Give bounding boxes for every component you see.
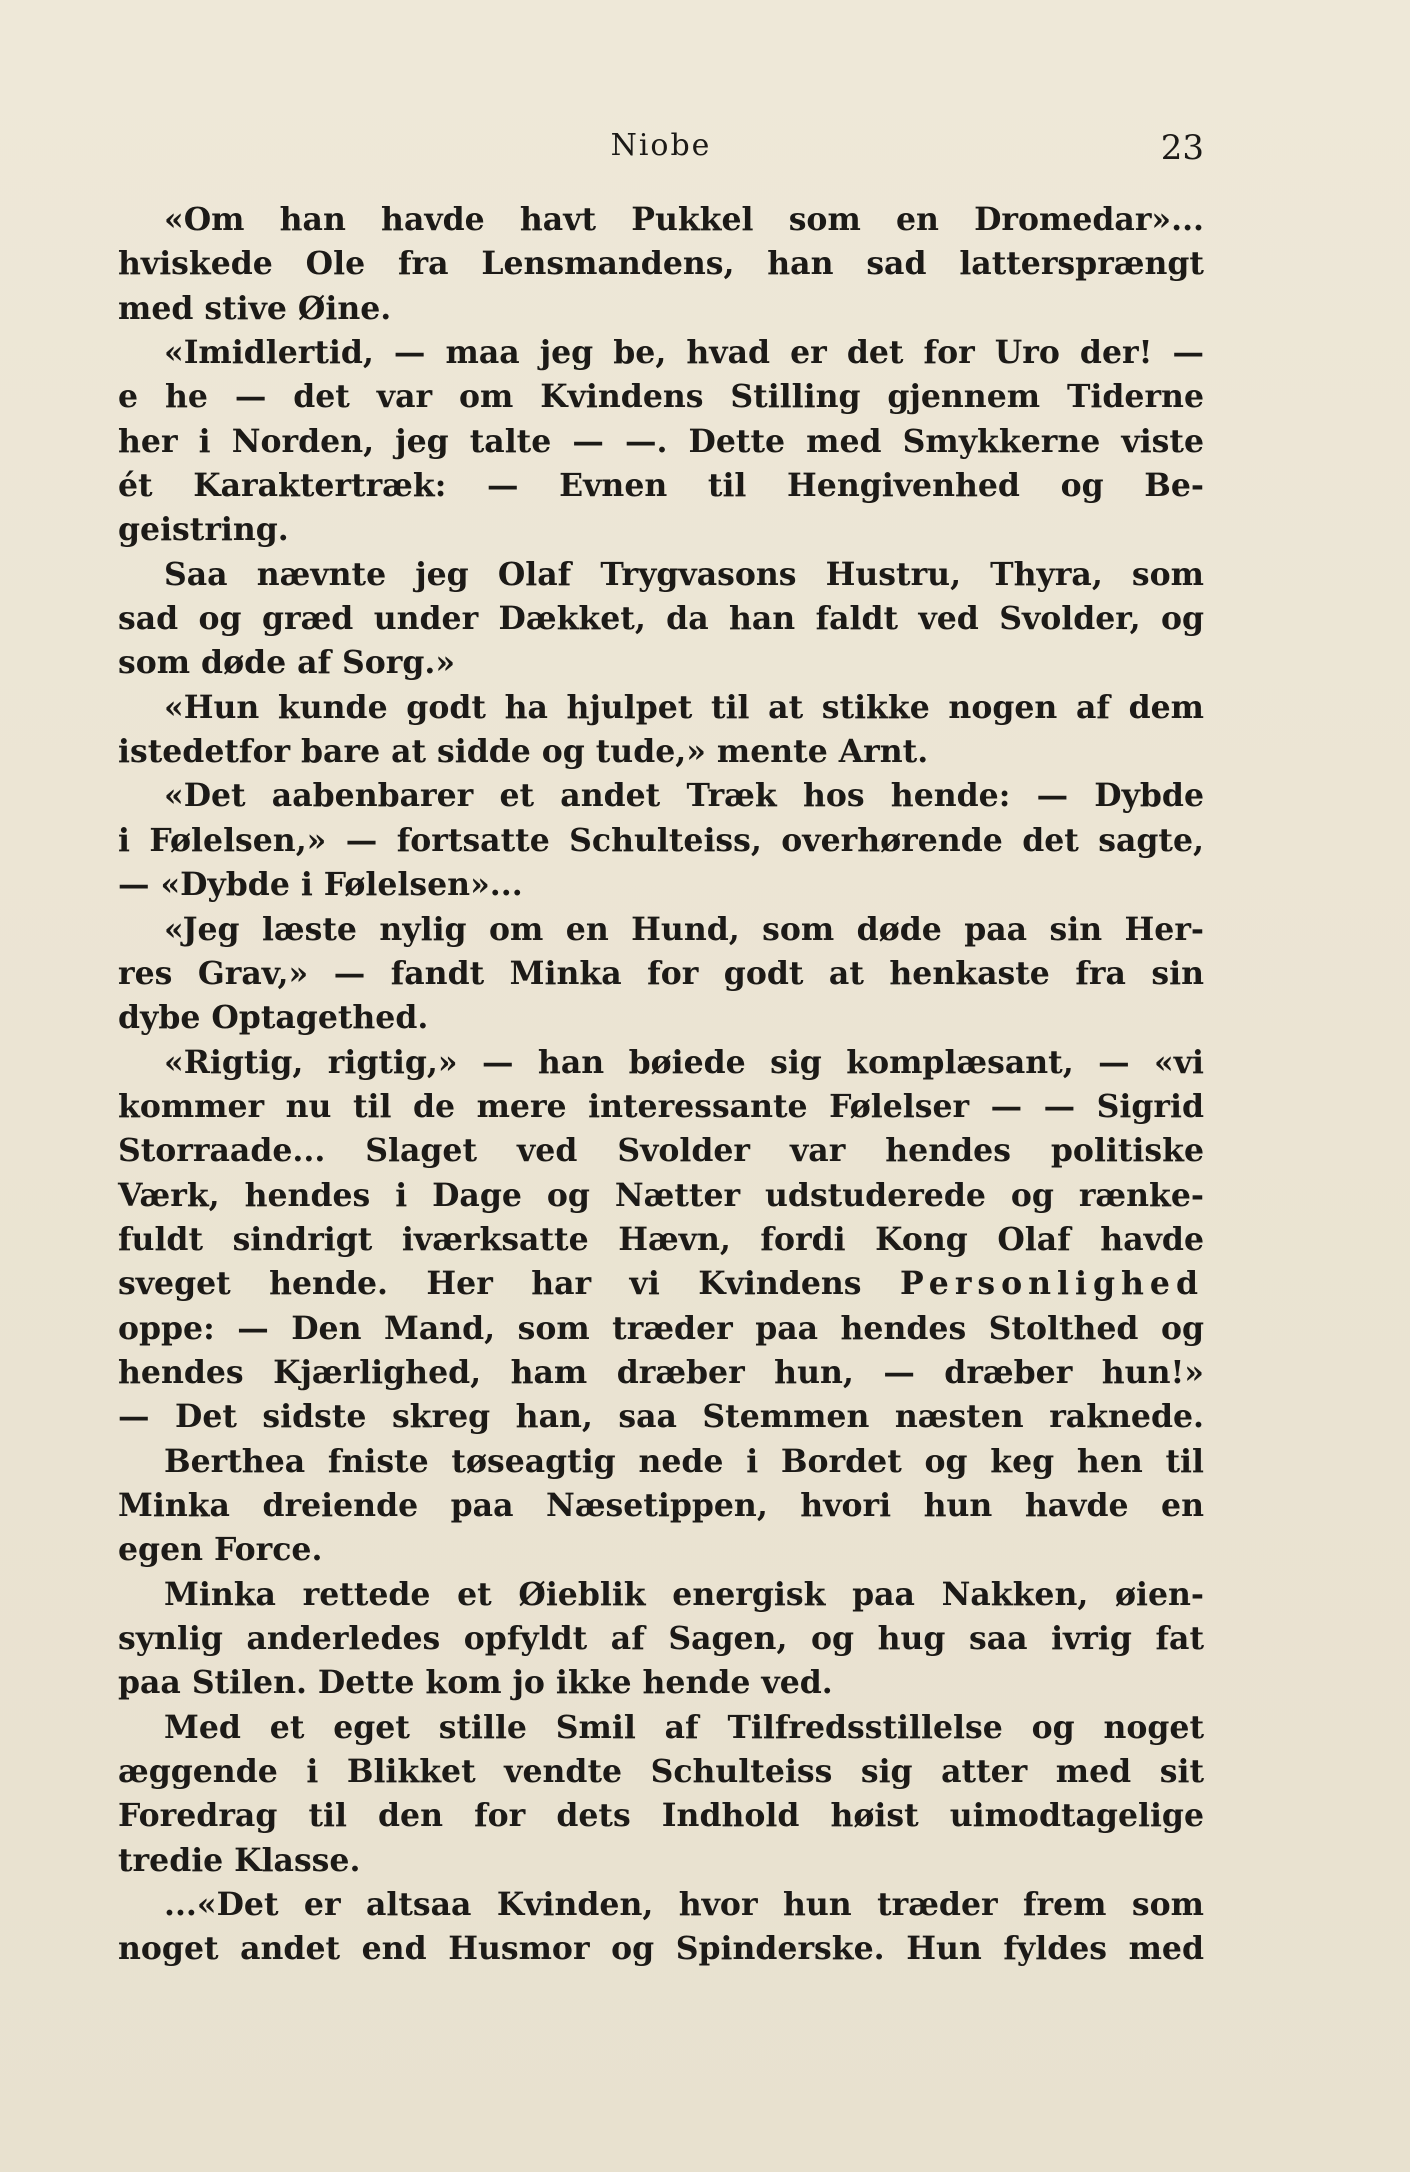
text-line: Minka dreiende paa Næsetippen, hvori hun havde en: [118, 1486, 1204, 1524]
text-line: tredie Klasse.: [118, 1841, 361, 1879]
text-line: egen Force.: [118, 1531, 323, 1569]
page-header: [118, 128, 1204, 178]
text-line: synlig anderledes opfyldt af Sagen, og hug saa ivrig fat: [118, 1620, 1204, 1657]
text-line: hviskede Ole fra Lensmandens, han sad lattersprængt: [118, 245, 1204, 283]
text-line: som døde af Sorg.»: [118, 644, 456, 682]
text-line: ...«Det er altsaa Kvinden, hvor hun træder frem som: [164, 1886, 1204, 1924]
text-line: dybe Optagethed.: [118, 999, 429, 1037]
text-line: [118, 1262, 1204, 1306]
text-line: Værk, hendes i Dage og Nætter udstuderede og rænke-: [118, 1176, 1204, 1214]
text-line: med stive Øine.: [118, 289, 392, 327]
text-line: noget andet end Husmor og Spinderske. Hun fyldes med: [118, 1930, 1204, 1968]
text-line: kommer nu til de mere interessante Følelser — — Sigrid: [118, 1087, 1204, 1125]
running-title: Niobe: [610, 128, 712, 163]
spaced-emphasis: Personlighed: [899, 1265, 1204, 1303]
text-line: «Jeg læste nylig om en Hund, som døde paa sin Her-: [164, 910, 1204, 948]
text-line: Berthea fniste tøseagtig nede i Bordet og keg hen til: [164, 1442, 1204, 1480]
text-line: paa Stilen. Dette kom jo ikke hende ved.: [118, 1664, 833, 1702]
text-line: oppe: — Den Mand, som træder paa hendes Stolthed og: [118, 1309, 1204, 1347]
text-line: «Rigtig, rigtig,» — han bøiede sig komplæsant, — «vi: [164, 1043, 1204, 1081]
page-number: 23: [1160, 128, 1204, 168]
text-line: ét Karaktertræk: — Evnen til Hengivenhed og Be-: [118, 467, 1204, 505]
text-line: Minka rettede et Øieblik energisk paa Nakken, øien-: [164, 1575, 1204, 1613]
text-segment: sveget hende. Her har vi Kvindens: [118, 1265, 862, 1303]
text-line: «Det aabenbarer et andet Træk hos hende: — Dybde: [164, 777, 1204, 815]
text-line: res Grav,» — fandt Minka for godt at henkaste fra sin: [118, 954, 1204, 992]
text-line: her i Norden, jeg talte — —. Dette med Smykkerne viste: [118, 422, 1204, 460]
text-line: Foredrag til den for dets Indhold høist uimodtagelige: [118, 1797, 1204, 1835]
text-line: e he — det var om Kvindens Stilling gjennem Tiderne: [118, 378, 1204, 416]
text-line: — «Dybde i Følelsen»...: [118, 866, 523, 904]
text-line: Storraade... Slaget ved Svolder var hendes politiske: [118, 1132, 1204, 1170]
text-line: fuldt sindrigt iværksatte Hævn, fordi Kong Olaf havde: [118, 1220, 1204, 1258]
text-line: sad og græd under Dækket, da han faldt ved Svolder, og: [118, 600, 1204, 638]
text-line: i Følelsen,» — fortsatte Schulteiss, overhørende det sagte,: [118, 821, 1204, 859]
text-line: æggende i Blikket vendte Schulteiss sig atter med sit: [118, 1753, 1204, 1791]
text-line: Med et eget stille Smil af Tilfredsstillelse og noget: [164, 1708, 1204, 1746]
text-line: Saa nævnte jeg Olaf Trygvasons Hustru, Thyra, som: [164, 555, 1204, 593]
body-text: [118, 198, 1204, 1972]
text-line: «Hun kunde godt ha hjulpet til at stikke nogen af dem: [164, 688, 1204, 726]
text-line: geistring.: [118, 511, 289, 549]
text-line: istedetfor bare at sidde og tude,» mente Arnt.: [118, 733, 929, 771]
text-line: hendes Kjærlighed, ham dræber hun, — dræber hun!»: [118, 1353, 1204, 1391]
text-line: «Imidlertid, — maa jeg be, hvad er det for Uro der! —: [164, 334, 1204, 372]
text-line: «Om han havde havt Pukkel som en Dromedar»...: [164, 201, 1204, 238]
text-line: — Det sidste skreg han, saa Stemmen næsten raknede.: [118, 1398, 1204, 1436]
